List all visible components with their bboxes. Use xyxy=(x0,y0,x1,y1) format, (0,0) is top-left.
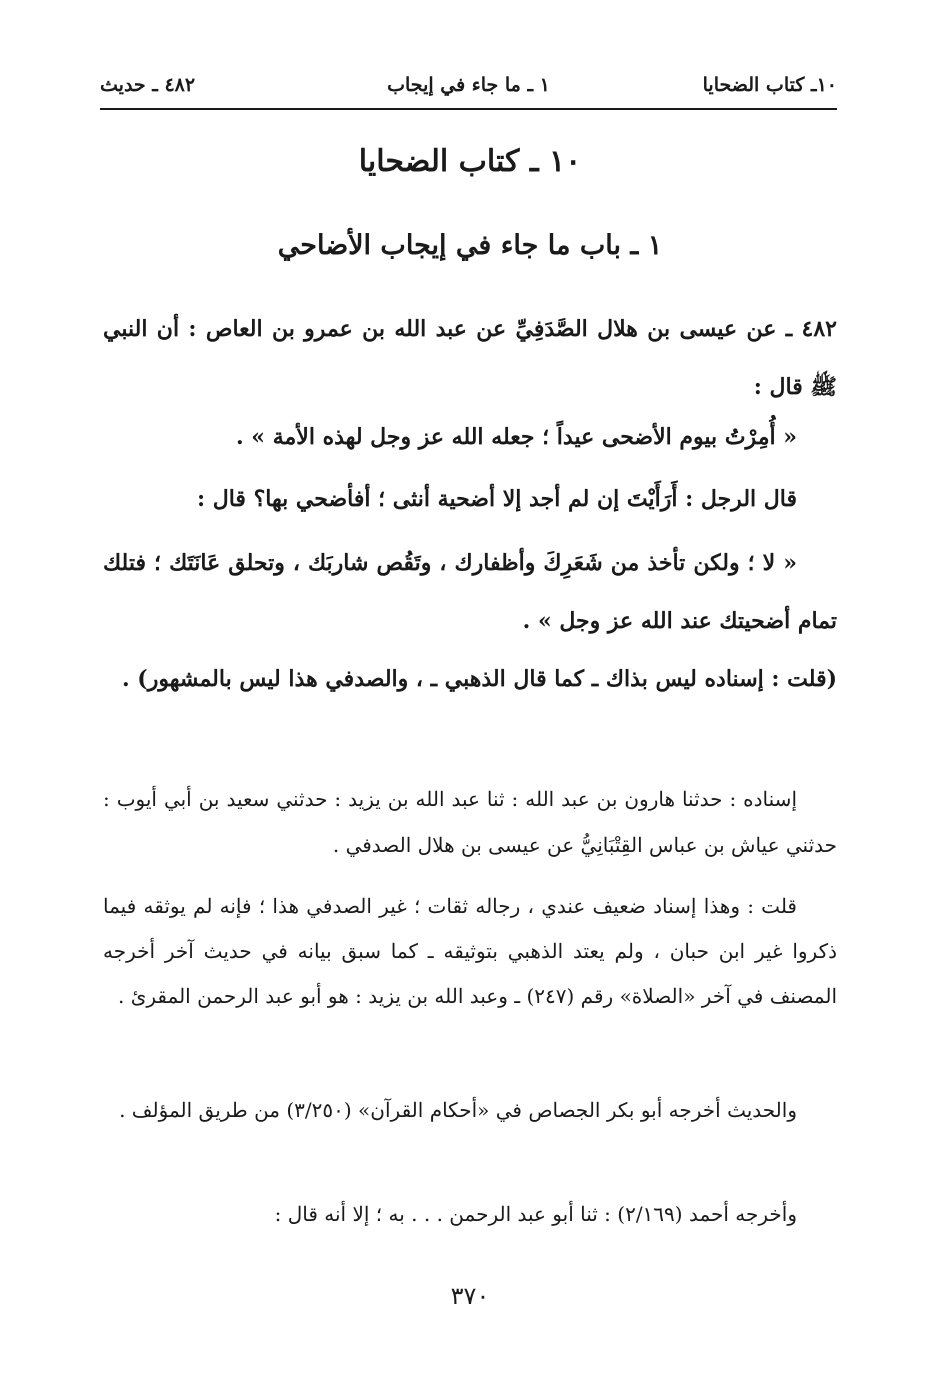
commentary-paragraph: قلت : وهذا إسناد ضعيف عندي ، رجاله ثقات ؛ غير الصدفي هذا ؛ فإنه لم يوثقه فيما ذكروا غير ابن حبان ، ولم يعتد الذهبي بتوثيقه ـ كما سبق بيانه في حديث آخر أخرجه المصنف في آخر «الصلاة» رقم (٢٤٧) ـ وعبد الله بن يزيد : هو أبو عبد الرحمن المقرئ . xyxy=(103,894,837,1008)
hadith-matn-1: « أُمِرْتُ بيوم الأضحى عيداً ؛ جعله الله عز وجل لهذه الأمة » . xyxy=(235,424,797,450)
book-title: ١٠ ـ كتاب الضحايا xyxy=(358,144,582,179)
takhrij-paragraph: والحديث أخرجه أبو بكر الجصاص في «أحكام القرآن» (٣/٢٥٠) من طريق المؤلف . xyxy=(119,1098,797,1122)
header-hadith-number: ٤٨٢ ـ حديث xyxy=(100,74,196,96)
isnad-paragraph: إسناده : حدثنا هارون بن عبد الله : ثنا عبد الله بن يزيد : حدثني سعيد بن أبي أيوب : حدثني عياش بن عباس القِتْبَانِيُّ عن عيسى بن هلال الصدفي . xyxy=(103,787,837,857)
header-rule xyxy=(100,108,837,110)
chapter-title: ١ ـ باب ما جاء في إيجاب الأضاحي xyxy=(277,230,663,261)
header-chapter-title: ١ ـ ما جاء في إيجاب xyxy=(387,74,550,96)
running-header xyxy=(100,74,837,108)
hadith-question: قال الرجل : أَرَأَيْتَ إن لم أجد إلا أضحية أنثى ؛ أفأضحي بها؟ قال : xyxy=(196,486,797,512)
hadith-matn-2: « لا ؛ ولكن تأخذ من شَعَرِكَ وأظفارك ، وتَقُص شاربَك ، وتحلق عَانَتَك ؛ فتلك تمام أضحيتك عند الله عز وجل » . xyxy=(103,550,837,634)
page-number: ٣٧٠ xyxy=(450,1282,490,1310)
header-book-title: ١٠ـ كتاب الضحايا xyxy=(702,74,837,96)
grading-note: (قلت : إسناده ليس بذاك ـ كما قال الذهبي ـ ، والصدفي هذا ليس بالمشهور) . xyxy=(121,666,837,692)
ahmad-paragraph: وأخرجه أحمد (٢/١٦٩) : ثنا أبو عبد الرحمن . . . به ؛ إلا أنه قال : xyxy=(274,1202,797,1226)
hadith-opening: ٤٨٢ ـ عن عيسى بن هلال الصَّدَفِيِّ عن عبد الله بن عمرو بن العاص : أن النبي ﷺ قال : xyxy=(103,316,837,400)
